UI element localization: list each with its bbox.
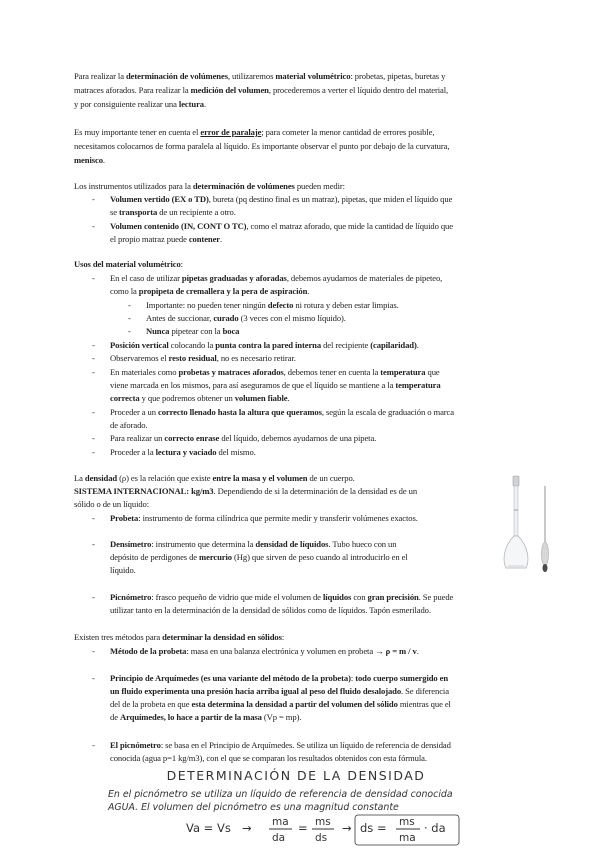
text-fragment: : [350, 673, 356, 683]
list-item-cont [110, 285, 540, 298]
text-fragment: (3 veces con el mismo líquido). [238, 313, 346, 323]
sub-item [146, 312, 536, 325]
text-fragment: un fluido experimenta una presión hacia arriba igual al peso del fluido desalojado [110, 686, 402, 696]
text-fragment: El picnómetro [110, 740, 161, 750]
list-item [110, 446, 540, 459]
formula-ma: ma [272, 816, 289, 828]
text-fragment: . [220, 234, 223, 244]
text-fragment: . [307, 286, 310, 296]
text-fragment: densidad [84, 473, 118, 483]
list-item-cont [110, 551, 490, 564]
formula-times-da: · da [424, 821, 446, 835]
text-fragment: correcto enrase [164, 433, 220, 443]
text-fragment: En materiales como [110, 367, 179, 377]
handwritten-line-2: AGUA. El volumen del picnómetro es una magnitud constante [108, 802, 399, 813]
lab-equipment-illustration [500, 470, 550, 590]
text-fragment: Método de la probeta [110, 646, 187, 656]
text-fragment: del de la probeta en que [110, 699, 192, 709]
text-fragment: y que podremos obtener un [139, 393, 235, 403]
list-dash: - [92, 194, 95, 204]
text-fragment: entre la masa y el volumen [212, 473, 308, 483]
text-fragment: Existen tres métodos para [74, 632, 163, 642]
list-item-cont [110, 698, 540, 711]
list-item-cont [110, 206, 540, 219]
text-fragment: Para realizar la [74, 71, 126, 81]
list-item [110, 339, 540, 352]
list-item-cont [110, 711, 540, 724]
text-fragment: : se basa en el Principio de Arquímedes. Se utiliza un líquido de referencia de densidad [160, 740, 451, 750]
text-fragment: . Se puede [418, 592, 454, 602]
text-fragment: líquido. [110, 565, 136, 575]
text-fragment: Antes de succionar, [146, 313, 214, 323]
text-fragment: , según la escala de graduación o marca [321, 407, 454, 417]
list-item [110, 672, 540, 685]
text-fragment: , debemos ayudarnos de materiales de pipeteo, [286, 273, 443, 283]
text-fragment: temperatura [380, 367, 426, 377]
text-fragment: determinar la densidad en sólidos [162, 632, 282, 642]
list-dash: - [92, 340, 95, 350]
text-fragment: esta determina la densidad a partir del volumen del sólido [191, 699, 398, 709]
list-dash: - [92, 673, 95, 683]
text-fragment: Principio de Arquímedes (es una variante del método de la probeta) [110, 673, 351, 683]
text-fragment: Arquímedes, lo hace a partir de la masa [119, 712, 262, 722]
formula-da: da [272, 832, 286, 844]
text-fragment: Importante: no pueden tener ningún [146, 300, 268, 310]
text-fragment: lectura y vaciado [155, 447, 217, 457]
list-dash: - [92, 407, 95, 417]
text-fragment: . [416, 646, 419, 656]
text-fragment: Volumen contenido (IN, CONT O TC) [110, 221, 247, 231]
list-item [110, 512, 520, 525]
text-fragment: : instrumento de forma cilíndrica que permite medir y transferir volúmenes exactos. [138, 513, 418, 523]
text-fragment: Posición vertical [110, 340, 169, 350]
parallax-line-1 [74, 126, 534, 139]
text-fragment: resto residual [168, 353, 217, 363]
sub-item [146, 325, 536, 338]
formula-ds-label: ds = [360, 821, 387, 835]
text-fragment: (Hg) que sirven de peso cuando al introducirlo en el [231, 552, 408, 562]
text-fragment: , bureta (pq destino final es un matraz), pipetas, que miden el líquido que [208, 194, 453, 204]
list-dash: - [92, 367, 95, 377]
solids-intro [74, 631, 534, 644]
text-fragment: Volumen vertido (EX o TD) [110, 194, 209, 204]
text-fragment: . Tubo hueco con un [328, 539, 397, 549]
instruments-intro [74, 180, 534, 193]
list-item [110, 366, 540, 379]
text-fragment: pipetas graduadas y aforadas [181, 273, 287, 283]
list-item [110, 352, 540, 365]
text-fragment: . [102, 155, 105, 165]
intro-line-1 [74, 70, 534, 83]
text-fragment: medición del volumen [190, 85, 269, 95]
text-fragment: . [416, 340, 419, 350]
text-fragment: mercurio [199, 552, 232, 562]
text-fragment: pipetear con la [169, 326, 223, 336]
list-dash: - [92, 513, 95, 523]
text-fragment: sólido o de un líquido: [74, 499, 150, 509]
sub-item [146, 299, 536, 312]
text-fragment: menisco [74, 155, 103, 165]
text-fragment: de aforado. [110, 420, 148, 430]
text-fragment: temperatura [395, 380, 441, 390]
text-fragment: pueden medir: [294, 181, 345, 191]
list-dash: - [92, 353, 95, 363]
text-fragment: Observaremos el [110, 353, 169, 363]
text-fragment: . Dependiendo de si la determinación de la densidad es de un [213, 486, 418, 496]
list-item [110, 645, 540, 658]
text-fragment: viene marcada en los mismos, para así aseguramos de que el líquido se mantiene a la [110, 380, 396, 390]
text-fragment: de un cuerpo. [307, 473, 355, 483]
text-fragment: de un recipiente a otro. [157, 207, 236, 217]
text-fragment: error de paralaje [200, 127, 262, 137]
list-dash: - [92, 447, 95, 457]
text-fragment: determinación de volúmenes [125, 71, 228, 81]
handwritten-title: DETERMINACIÓN DE LA DENSIDAD [166, 768, 426, 783]
list-item [110, 591, 540, 604]
text-fragment: Para realizar un [110, 433, 165, 443]
text-fragment: Proceder a la [110, 447, 156, 457]
text-fragment: del recipiente [321, 340, 371, 350]
text-fragment: contener [188, 234, 221, 244]
text-fragment: del líquido, debemos ayudarnos de una pipeta. [219, 433, 377, 443]
text-fragment: → ρ = m / v [375, 646, 417, 656]
list-item-cont [110, 604, 540, 617]
text-fragment: : masa en una balanza electrónica y volumen en probeta [186, 646, 376, 656]
formula-ms-2: ms [399, 816, 415, 828]
text-fragment: propipeta de cremallera y la pera de aspiración [138, 286, 308, 296]
density-line-3 [74, 498, 494, 511]
text-fragment: líquidos [322, 592, 352, 602]
text-fragment: gran precisión [367, 592, 419, 602]
formula-arrow-2: → [342, 821, 352, 835]
text-fragment: Proceder a un [110, 407, 158, 417]
parallax-line-3 [74, 154, 534, 167]
text-fragment: . [203, 99, 207, 109]
text-fragment: todo cuerpo sumergido en [355, 673, 449, 683]
formula-ms: ms [315, 816, 331, 828]
text-fragment: mientras que el [397, 699, 451, 709]
list-item-cont [110, 392, 540, 405]
text-fragment: punta contra la pared interna [215, 340, 322, 350]
text-fragment: Picnómetro [110, 592, 152, 602]
list-dash: - [92, 740, 95, 750]
list-item [110, 220, 540, 233]
section-heading [74, 258, 534, 271]
text-fragment: boca [222, 326, 240, 336]
list-dash: - [92, 273, 95, 283]
text-fragment: de [110, 712, 120, 722]
text-fragment: y por consiguiente realizar una [74, 99, 179, 109]
text-fragment: (capilaridad) [370, 340, 417, 350]
text-fragment: Los instrumentos utilizados para la [74, 181, 193, 191]
sub-dash: - [128, 313, 131, 323]
text-fragment: : probetas, pipetas, buretas y [350, 71, 446, 81]
text-fragment: : [180, 259, 183, 269]
text-fragment: conocida (agua p=1 kg/m3), con el que se comparan los resultados obtenidos con esta fórmula. [110, 753, 427, 763]
text-fragment: SISTEMA INTERNACIONAL: kg/m3 [74, 486, 214, 496]
text-fragment: volumen fiable [234, 393, 288, 403]
text-fragment: transporta [119, 207, 158, 217]
text-fragment: , utilizaremos [227, 71, 276, 81]
parallax-line-2 [74, 140, 534, 153]
text-fragment: material volumétrico [275, 71, 351, 81]
list-dash: - [92, 221, 95, 231]
text-fragment: En el caso de utilizar [110, 273, 182, 283]
handwritten-notes [72, 766, 520, 848]
list-item [110, 272, 540, 285]
text-fragment: con [351, 592, 368, 602]
formula-equals: = [298, 821, 308, 835]
text-fragment: depósito de perdigones de [110, 552, 200, 562]
text-fragment: Usos del material volumétrico [74, 259, 181, 269]
list-dash: - [92, 592, 95, 602]
density-line-1 [74, 472, 494, 485]
intro-line-2 [74, 84, 534, 97]
list-dash: - [92, 433, 95, 443]
formula-ma-2: ma [399, 832, 416, 844]
text-fragment: densidad de líquidos [255, 539, 329, 549]
list-item [110, 406, 540, 419]
list-item [110, 538, 490, 551]
list-item [110, 739, 540, 752]
text-fragment: determinación de volúmenes [192, 181, 295, 191]
list-item-cont [110, 233, 540, 246]
text-fragment: , debemos tener en cuenta la [283, 367, 381, 377]
text-fragment: . Se diferencia [401, 686, 449, 696]
text-fragment: La [74, 473, 85, 483]
text-fragment: , como el matraz aforado, que mide la cantidad de líquido que [246, 221, 453, 231]
list-item-cont [110, 564, 490, 577]
text-fragment: Densímetro [110, 539, 152, 549]
list-item [110, 432, 540, 445]
list-item-cont [110, 752, 540, 765]
text-fragment: (Vp = mp). [261, 712, 302, 722]
list-dash: - [92, 539, 95, 549]
sub-dash: - [128, 300, 131, 310]
formula-ds: ds [315, 832, 328, 844]
text-fragment: defecto [267, 300, 294, 310]
text-fragment: el propio matraz puede [110, 234, 189, 244]
text-fragment: Es muy importante tener en cuenta el [74, 127, 201, 137]
text-fragment: del mismo. [216, 447, 256, 457]
text-fragment: necesitamos colocarnos de forma paralela al líquido. Es importante observar el punto por debajo de la curvatura, [74, 141, 450, 151]
text-fragment: , no es necesario retirar. [216, 353, 296, 363]
text-fragment: ni rotura y deben estar limpias. [293, 300, 399, 310]
text-fragment: se [110, 207, 120, 217]
density-line-2 [74, 485, 494, 498]
text-fragment: como la [110, 286, 139, 296]
list-item-cont [110, 685, 540, 698]
volumetric-flask-icon [504, 476, 528, 568]
formula-volume-equality: Va = Vs [186, 821, 231, 835]
text-fragment: colocando la [168, 340, 216, 350]
list-item [110, 193, 540, 206]
intro-line-3 [74, 98, 534, 111]
text-fragment: Probeta [110, 513, 139, 523]
list-dash: - [92, 646, 95, 656]
sub-dash: - [128, 326, 131, 336]
list-item-cont [110, 419, 540, 432]
density-formula [186, 815, 459, 845]
list-item-cont [110, 379, 540, 392]
text-fragment: matraces aforados. Para realizar la [74, 85, 191, 95]
text-fragment: curado [213, 313, 239, 323]
text-fragment: lectura [178, 99, 204, 109]
text-fragment: : [281, 632, 285, 642]
formula-arrow-1: → [242, 821, 252, 835]
text-fragment: correcta [110, 393, 140, 403]
text-fragment: probetas y matraces aforados [178, 367, 284, 377]
hydrometer-icon [542, 486, 549, 572]
text-fragment: (ρ) es la relación que existe [117, 473, 213, 483]
text-fragment: , procederemos a verter el líquido dentro del material, [268, 85, 449, 95]
text-fragment: ; para cometer la menor cantidad de errores posible, [261, 127, 435, 137]
text-fragment: : instrumento que determina la [151, 539, 256, 549]
text-fragment: utilizar tanto en la determinación de la densidad de sólidos como de líquidos. Tapón esmerilado. [110, 605, 431, 615]
text-fragment: Nunca [146, 326, 170, 336]
handwritten-line-1: En el picnómetro se utiliza un líquido de referencia de densidad conocida [108, 789, 453, 800]
text-fragment: correcto llenado hasta la altura que queramos [158, 407, 322, 417]
text-fragment: . [287, 393, 290, 403]
text-fragment: : frasco pequeño de vidrio que mide el volumen de [151, 592, 323, 602]
text-fragment: que [425, 367, 440, 377]
